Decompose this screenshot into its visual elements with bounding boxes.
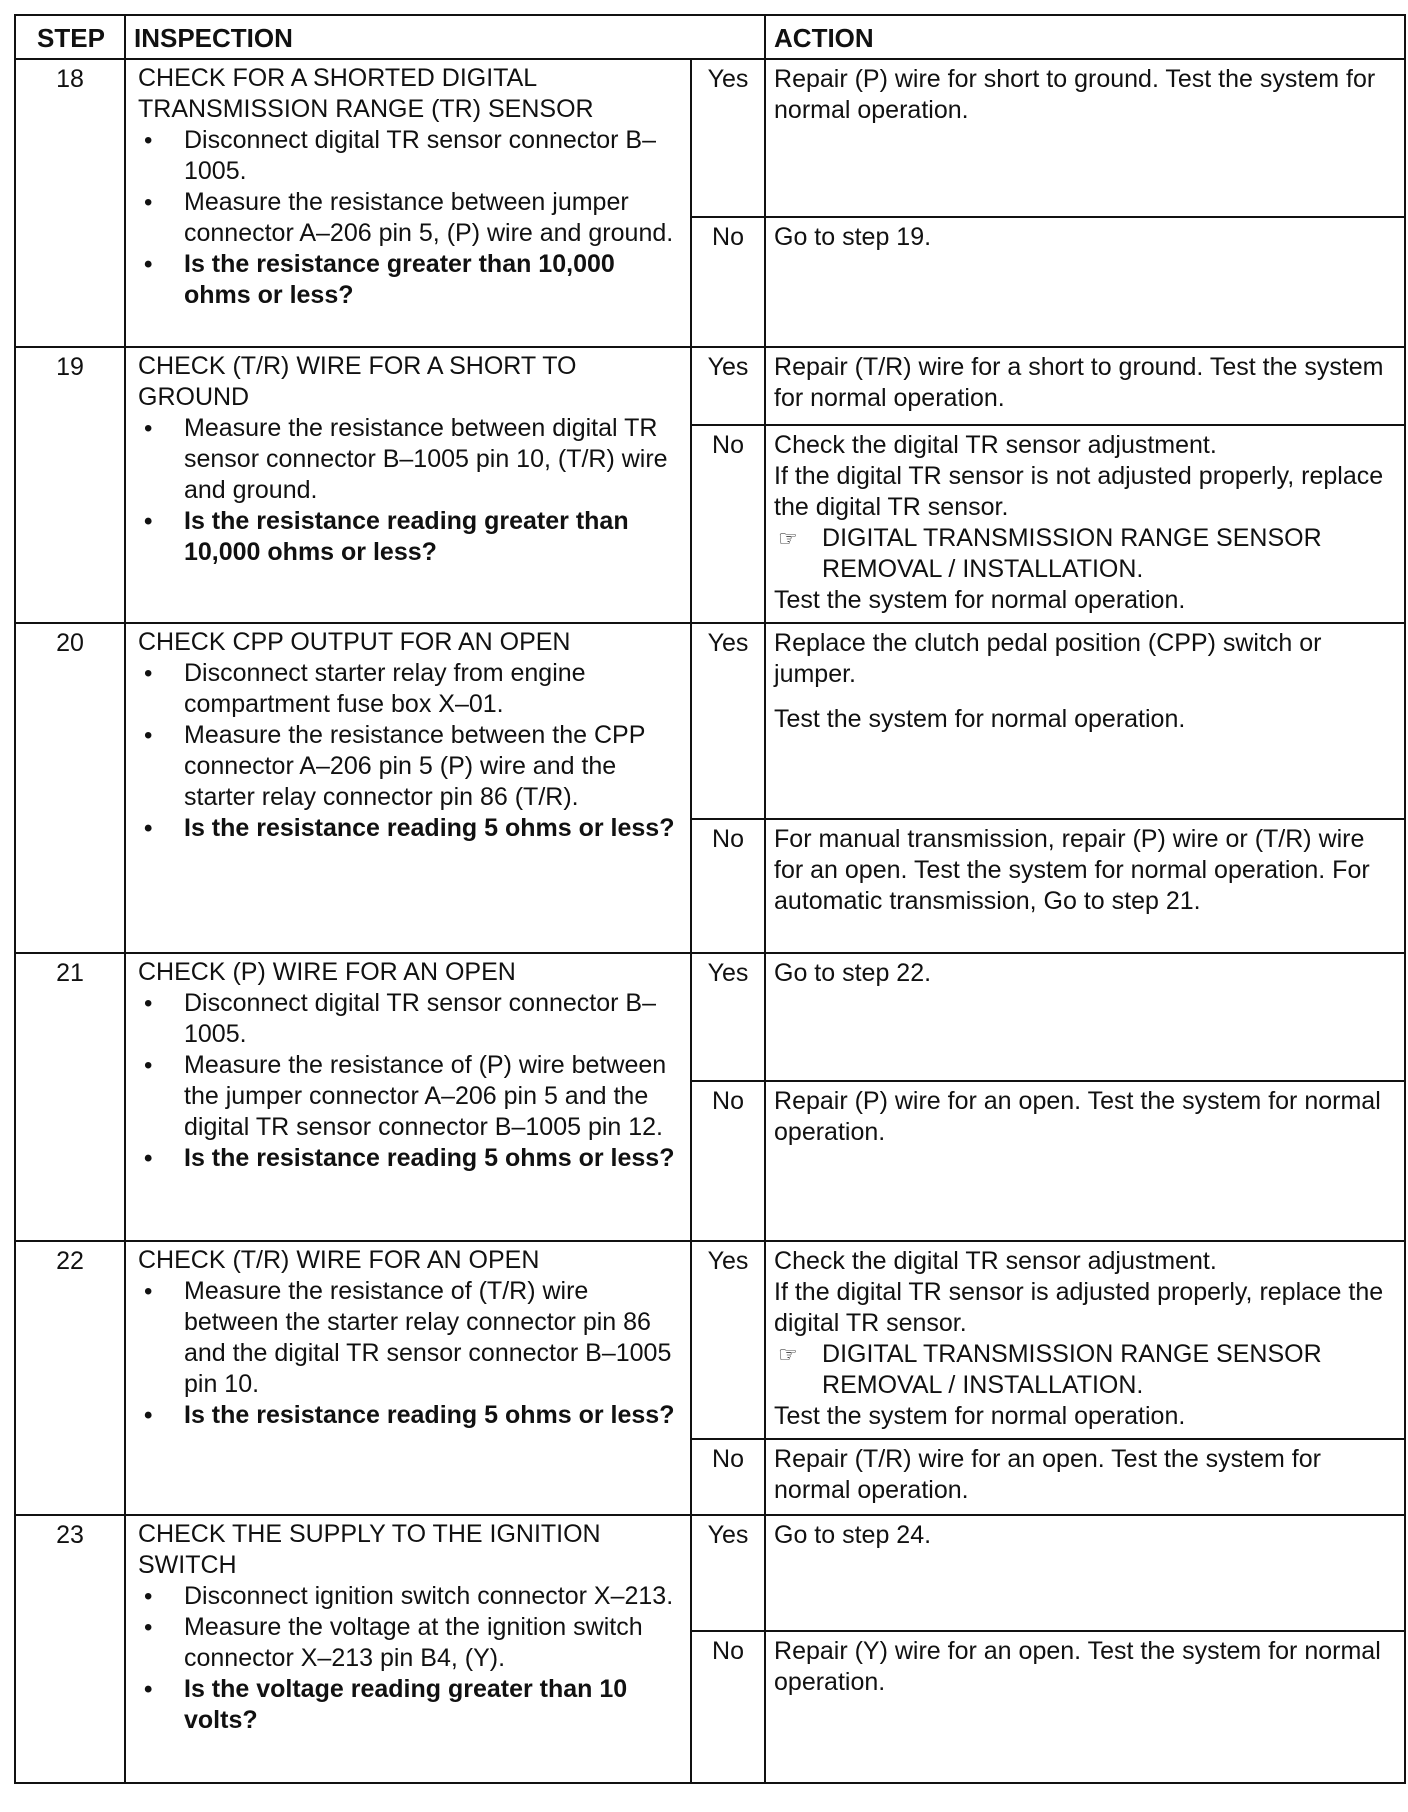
action-followup: Test the system for normal operation. [774, 586, 1186, 614]
inspection-bullet: • Measure the resistance of (T/R) wire between the starter relay connector pin 86 and the digital TR sensor connector B–1005 pin 10. [138, 1276, 682, 1400]
inspection-bullets [138, 413, 682, 568]
inspection-bullets [138, 125, 682, 311]
no-action [765, 1631, 1405, 1783]
yes-label: Yes [691, 623, 765, 819]
yes-label: Yes [691, 1241, 765, 1439]
no-label: No [691, 819, 765, 953]
step-row-yes [15, 347, 1405, 425]
yes-label: Yes [691, 953, 765, 1081]
action-text: Repair (T/R) wire for a short to ground. Test the system for normal operation. [774, 353, 1384, 412]
reference-link[interactable] [774, 523, 1396, 585]
yes-action [765, 953, 1405, 1081]
inspection-bullets [138, 658, 682, 844]
action-text: Check the digital TR sensor adjustment. [774, 431, 1217, 459]
inspection-bullet: • Disconnect starter relay from engine compartment fuse box X–01. [138, 658, 682, 720]
action-text: Repair (P) wire for an open. Test the system for normal operation. [774, 1087, 1381, 1146]
inspection-bullet: • Measure the resistance between digital TR sensor connector B–1005 pin 10, (T/R) wire and ground. [138, 413, 682, 506]
step-number: 23 [15, 1515, 125, 1783]
action-text: Repair (T/R) wire for an open. Test the system for normal operation. [774, 1445, 1321, 1504]
inspection-bullet: • Measure the resistance between the CPP connector A–206 pin 5 (P) wire and the starter relay connector pin 86 (T/R). [138, 720, 682, 813]
yes-action [765, 1515, 1405, 1631]
yes-label: Yes [691, 347, 765, 425]
step-row-yes [15, 1241, 1405, 1439]
no-label: No [691, 1439, 765, 1515]
inspection-bullet: • Measure the resistance between jumper connector A–206 pin 5, (P) wire and ground. [138, 187, 682, 249]
inspection-bullet: • Disconnect digital TR sensor connector B–1005. [138, 988, 682, 1050]
yes-action [765, 623, 1405, 819]
header-row [15, 15, 1405, 59]
inspection-bullet: • Disconnect ignition switch connector X–213. [138, 1581, 682, 1612]
inspection-question: • Is the resistance reading 5 ohms or less? [138, 1400, 682, 1431]
action-text: Check the digital TR sensor adjustment. [774, 1247, 1217, 1275]
yes-action [765, 347, 1405, 425]
diagnostic-table [14, 14, 1406, 1784]
step-row-yes [15, 59, 1405, 217]
step-number: 18 [15, 59, 125, 347]
spacer [774, 690, 1396, 704]
step-number: 22 [15, 1241, 125, 1515]
no-label: No [691, 1081, 765, 1241]
inspection-title: CHECK THE SUPPLY TO THE IGNITION SWITCH [138, 1520, 601, 1579]
inspection-title: CHECK (T/R) WIRE FOR A SHORT TO GROUND [138, 352, 577, 411]
yes-label: Yes [691, 59, 765, 217]
no-action [765, 425, 1405, 623]
step-number: 20 [15, 623, 125, 953]
inspection-cell [125, 59, 691, 347]
action-text: Go to step 19. [774, 223, 932, 251]
header-inspection: INSPECTION [125, 15, 765, 59]
action-text: If the digital TR sensor is not adjusted properly, replace the digital TR sensor. [774, 462, 1384, 521]
table-body [15, 59, 1405, 1783]
reference-text: DIGITAL TRANSMISSION RANGE SENSOR REMOVAL / INSTALLATION. [822, 1340, 1322, 1399]
inspection-bullets [138, 988, 682, 1174]
yes-action [765, 1241, 1405, 1439]
action-followup: Test the system for normal operation. [774, 1402, 1186, 1430]
inspection-title: CHECK FOR A SHORTED DIGITAL TRANSMISSION RANGE (TR) SENSOR [138, 64, 594, 123]
inspection-question: • Is the resistance reading greater than 10,000 ohms or less? [138, 506, 682, 568]
inspection-title: CHECK (T/R) WIRE FOR AN OPEN [138, 1246, 540, 1274]
inspection-cell [125, 347, 691, 623]
step-row-yes [15, 623, 1405, 819]
inspection-question: • Is the resistance reading 5 ohms or less? [138, 1143, 682, 1174]
inspection-cell [125, 1515, 691, 1783]
action-followup: Test the system for normal operation. [774, 705, 1186, 733]
no-label: No [691, 1631, 765, 1783]
inspection-question: • Is the voltage reading greater than 10 volts? [138, 1674, 682, 1736]
no-action [765, 1439, 1405, 1515]
pointing-hand-icon: ☞ [778, 1342, 798, 1367]
yes-label: Yes [691, 1515, 765, 1631]
step-row-yes [15, 1515, 1405, 1631]
inspection-bullet: • Measure the voltage at the ignition switch connector X–213 pin B4, (Y). [138, 1612, 682, 1674]
action-text: Repair (P) wire for short to ground. Test the system for normal operation. [774, 65, 1376, 124]
header-action: ACTION [765, 15, 1405, 59]
action-text: If the digital TR sensor is adjusted properly, replace the digital TR sensor. [774, 1278, 1384, 1337]
yes-action [765, 59, 1405, 217]
action-text: Go to step 22. [774, 959, 932, 987]
inspection-cell [125, 953, 691, 1241]
inspection-cell [125, 623, 691, 953]
inspection-bullet: • Disconnect digital TR sensor connector B–1005. [138, 125, 682, 187]
no-label: No [691, 217, 765, 347]
inspection-bullets [138, 1581, 682, 1736]
header-step: STEP [15, 15, 125, 59]
step-row-yes [15, 953, 1405, 1081]
reference-link[interactable] [774, 1339, 1396, 1401]
step-number: 21 [15, 953, 125, 1241]
inspection-bullets [138, 1276, 682, 1431]
reference-text: DIGITAL TRANSMISSION RANGE SENSOR REMOVAL / INSTALLATION. [822, 524, 1322, 583]
no-label: No [691, 425, 765, 623]
inspection-title: CHECK CPP OUTPUT FOR AN OPEN [138, 628, 571, 656]
no-action [765, 217, 1405, 347]
no-action [765, 819, 1405, 953]
pointing-hand-icon: ☞ [778, 526, 798, 551]
no-action [765, 1081, 1405, 1241]
diagnostic-table-page [14, 14, 1404, 1784]
inspection-question: • Is the resistance reading 5 ohms or less? [138, 813, 682, 844]
action-text: For manual transmission, repair (P) wire or (T/R) wire for an open. Test the system for normal operation. For automatic transmission, Go to step 21. [774, 825, 1370, 915]
action-text: Repair (Y) wire for an open. Test the system for normal operation. [774, 1637, 1381, 1696]
inspection-title: CHECK (P) WIRE FOR AN OPEN [138, 958, 516, 986]
action-text: Go to step 24. [774, 1521, 932, 1549]
step-number: 19 [15, 347, 125, 623]
inspection-bullet: • Measure the resistance of (P) wire between the jumper connector A–206 pin 5 and the digital TR sensor connector B–1005 pin 12. [138, 1050, 682, 1143]
inspection-cell [125, 1241, 691, 1515]
action-text: Replace the clutch pedal position (CPP) switch or jumper. [774, 629, 1322, 688]
inspection-question: • Is the resistance greater than 10,000 ohms or less? [138, 249, 682, 311]
